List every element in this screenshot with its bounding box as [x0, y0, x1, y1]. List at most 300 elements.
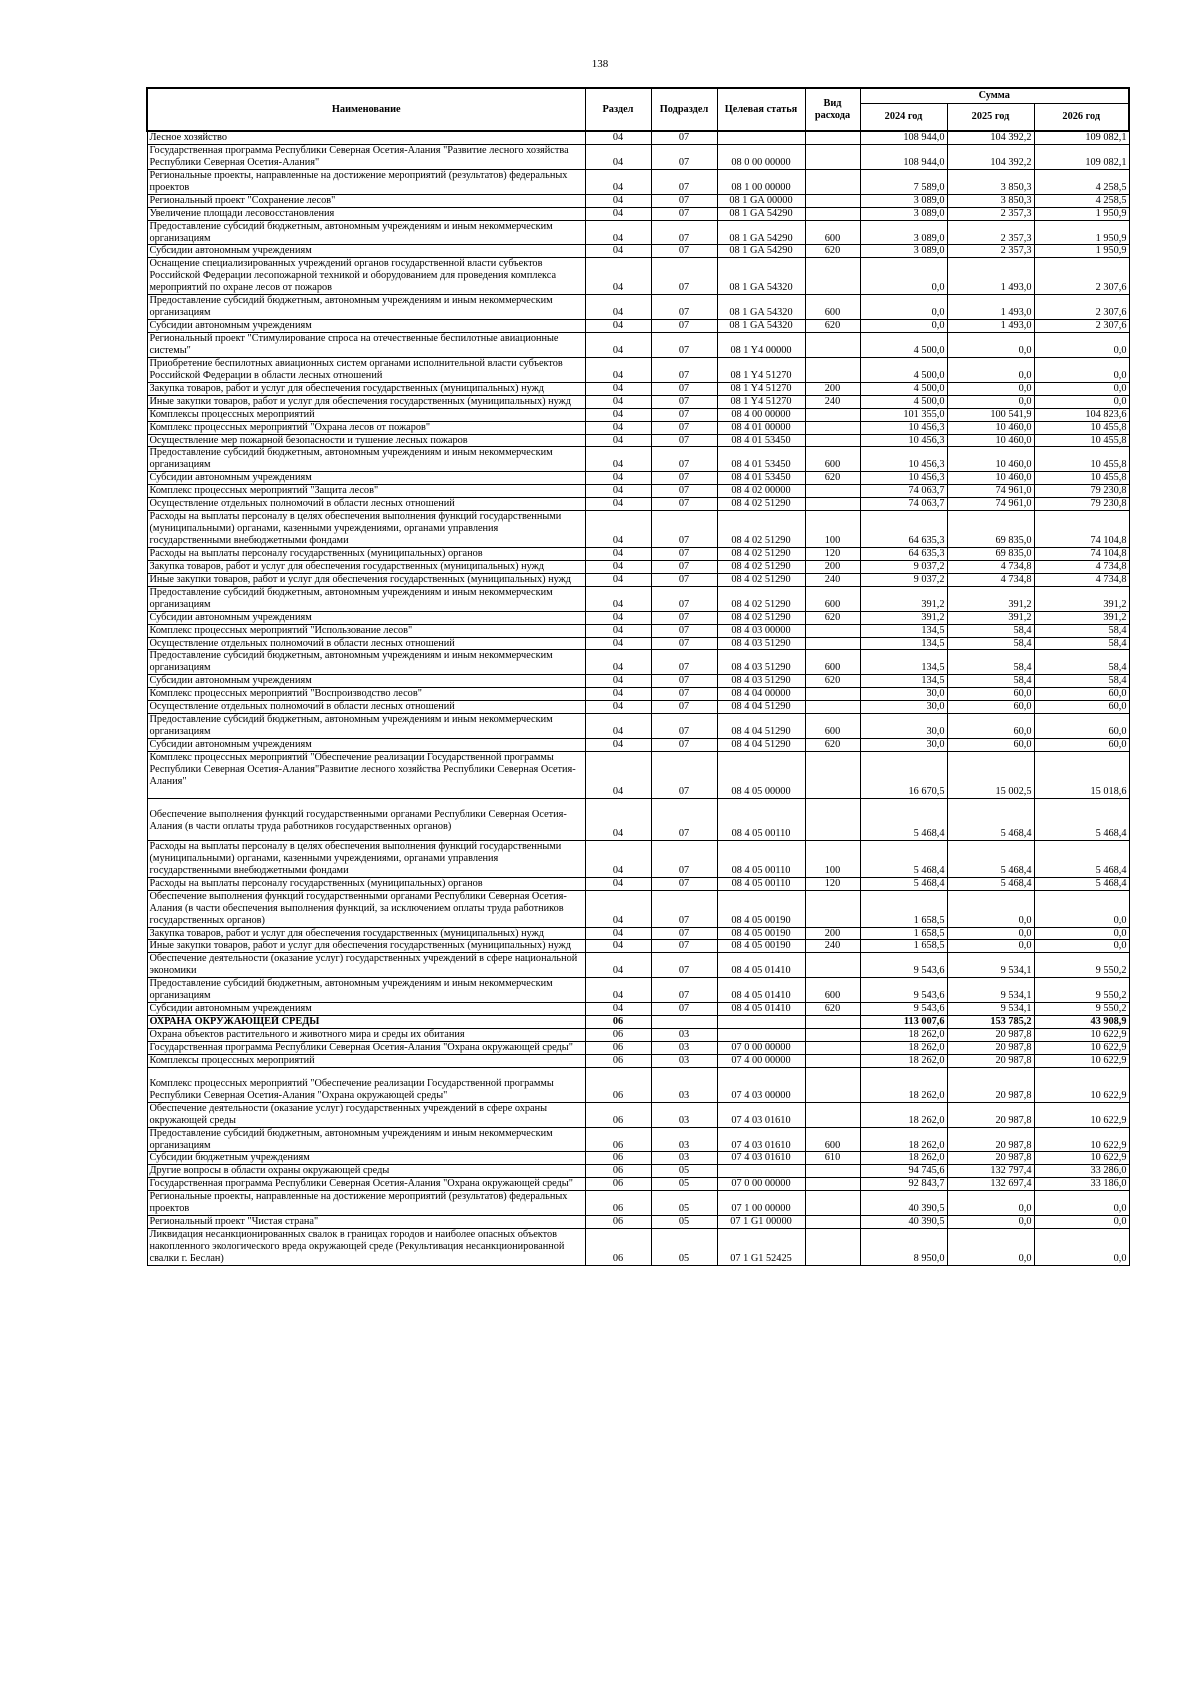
cell-2024: 5 468,4 [860, 877, 947, 890]
table-row [147, 1178, 1129, 1191]
cell-2024: 10 456,3 [860, 421, 947, 434]
table-row [147, 560, 1129, 573]
cell-name: Региональные проекты, направленные на достижение мероприятий (результатов) федеральных проектов [147, 1191, 585, 1216]
cell-subsection: 07 [651, 447, 717, 472]
cell-subsection: 07 [651, 320, 717, 333]
cell-2024: 134,5 [860, 675, 947, 688]
header-2026: 2026 год [1034, 104, 1129, 132]
cell-target: 08 4 04 51290 [717, 714, 805, 739]
cell-section: 06 [585, 1229, 651, 1266]
cell-section: 06 [585, 1152, 651, 1165]
cell-2024: 101 355,0 [860, 408, 947, 421]
cell-target: 08 4 01 53450 [717, 472, 805, 485]
cell-type: 600 [805, 650, 860, 675]
cell-type [805, 131, 860, 144]
table-row [147, 701, 1129, 714]
cell-name: Субсидии автономным учреждениям [147, 675, 585, 688]
cell-2024: 18 262,0 [860, 1041, 947, 1054]
cell-2024: 18 262,0 [860, 1054, 947, 1067]
table-row [147, 1102, 1129, 1127]
cell-target [717, 1165, 805, 1178]
table-row [147, 940, 1129, 953]
cell-subsection: 03 [651, 1067, 717, 1102]
cell-2025: 2 357,3 [947, 245, 1034, 258]
cell-target: 08 4 01 00000 [717, 421, 805, 434]
cell-target [717, 1029, 805, 1042]
cell-subsection: 05 [651, 1191, 717, 1216]
cell-target: 07 4 03 01610 [717, 1152, 805, 1165]
cell-type [805, 485, 860, 498]
cell-2026: 0,0 [1034, 1229, 1129, 1266]
cell-2026: 74 104,8 [1034, 511, 1129, 548]
table-row [147, 978, 1129, 1003]
cell-target: 08 4 05 01410 [717, 1003, 805, 1016]
cell-section: 04 [585, 624, 651, 637]
cell-section: 04 [585, 220, 651, 245]
cell-name: Расходы на выплаты персоналу в целях обеспечения выполнения функций государственными (муниципальными) органами, казенными учреждениями, органами управления государственными внебюджетными фондами [147, 840, 585, 877]
cell-2025: 1 493,0 [947, 258, 1034, 295]
cell-2024: 16 670,5 [860, 751, 947, 798]
cell-section: 06 [585, 1102, 651, 1127]
cell-2024: 9 037,2 [860, 573, 947, 586]
table-row [147, 382, 1129, 395]
cell-2026: 1 950,9 [1034, 220, 1129, 245]
table-row [147, 245, 1129, 258]
cell-2026: 60,0 [1034, 688, 1129, 701]
header-target: Целевая статья [717, 88, 805, 131]
cell-2025: 0,0 [947, 940, 1034, 953]
cell-subsection: 07 [651, 675, 717, 688]
cell-2024: 1 658,5 [860, 940, 947, 953]
cell-2026: 0,0 [1034, 927, 1129, 940]
cell-name: Расходы на выплаты персоналу государственных (муниципальных) органов [147, 547, 585, 560]
cell-2026: 0,0 [1034, 1191, 1129, 1216]
cell-subsection: 07 [651, 498, 717, 511]
cell-section: 04 [585, 688, 651, 701]
cell-2024: 40 390,5 [860, 1216, 947, 1229]
cell-2024: 0,0 [860, 320, 947, 333]
header-name: Наименование [147, 88, 585, 131]
cell-2025: 20 987,8 [947, 1152, 1034, 1165]
cell-2024: 391,2 [860, 611, 947, 624]
cell-section: 04 [585, 940, 651, 953]
table-row [147, 637, 1129, 650]
cell-subsection: 03 [651, 1102, 717, 1127]
cell-2025: 132 697,4 [947, 1178, 1034, 1191]
cell-section: 04 [585, 611, 651, 624]
cell-target: 08 4 05 00190 [717, 890, 805, 927]
cell-2024: 5 468,4 [860, 840, 947, 877]
cell-section: 04 [585, 714, 651, 739]
cell-name: Охрана объектов растительного и животного мира и среды их обитания [147, 1029, 585, 1042]
cell-subsection: 07 [651, 547, 717, 560]
table-row [147, 1041, 1129, 1054]
table-row [147, 169, 1129, 194]
table-header [147, 88, 1129, 131]
cell-2024: 18 262,0 [860, 1029, 947, 1042]
cell-subsection: 07 [651, 395, 717, 408]
cell-section: 04 [585, 408, 651, 421]
cell-2025: 1 493,0 [947, 320, 1034, 333]
cell-2024: 74 063,7 [860, 485, 947, 498]
cell-section: 04 [585, 382, 651, 395]
cell-target: 08 1 Y4 00000 [717, 333, 805, 358]
cell-target: 07 1 G1 52425 [717, 1229, 805, 1266]
cell-type [805, 701, 860, 714]
cell-type [805, 1102, 860, 1127]
cell-target: 08 4 02 51290 [717, 611, 805, 624]
cell-section: 04 [585, 144, 651, 169]
cell-section: 04 [585, 637, 651, 650]
cell-subsection: 03 [651, 1054, 717, 1067]
cell-subsection: 05 [651, 1216, 717, 1229]
cell-2025: 58,4 [947, 650, 1034, 675]
cell-2024: 4 500,0 [860, 382, 947, 395]
cell-target: 08 4 03 51290 [717, 650, 805, 675]
cell-subsection: 07 [651, 1003, 717, 1016]
cell-section: 04 [585, 207, 651, 220]
cell-type: 240 [805, 573, 860, 586]
cell-name: Предоставление субсидий бюджетным, автономным учреждениям и иным некоммерческим организациям [147, 220, 585, 245]
table-row [147, 1229, 1129, 1266]
cell-name: ОХРАНА ОКРУЖАЮЩЕЙ СРЕДЫ [147, 1016, 585, 1029]
cell-2024: 108 944,0 [860, 131, 947, 144]
cell-name: Обеспечение деятельности (оказание услуг) государственных учреждений в сфере охраны окружающей среды [147, 1102, 585, 1127]
budget-table [146, 87, 1130, 1266]
cell-2025: 10 460,0 [947, 421, 1034, 434]
cell-2024: 30,0 [860, 739, 947, 752]
table-row [147, 840, 1129, 877]
cell-2025: 0,0 [947, 1229, 1034, 1266]
cell-2025: 132 797,4 [947, 1165, 1034, 1178]
cell-subsection: 07 [651, 357, 717, 382]
cell-section: 06 [585, 1054, 651, 1067]
cell-subsection: 07 [651, 927, 717, 940]
cell-section: 04 [585, 1003, 651, 1016]
cell-subsection: 07 [651, 194, 717, 207]
cell-2026: 10 455,8 [1034, 434, 1129, 447]
cell-type: 600 [805, 714, 860, 739]
cell-target: 08 0 00 00000 [717, 144, 805, 169]
table-row [147, 421, 1129, 434]
cell-type: 600 [805, 978, 860, 1003]
cell-name: Субсидии автономным учреждениям [147, 245, 585, 258]
cell-target: 07 4 03 01610 [717, 1102, 805, 1127]
cell-name: Иные закупки товаров, работ и услуг для обеспечения государственных (муниципальных) нужд [147, 573, 585, 586]
table-row [147, 877, 1129, 890]
cell-2026: 10 622,9 [1034, 1152, 1129, 1165]
cell-type [805, 1041, 860, 1054]
cell-subsection: 05 [651, 1165, 717, 1178]
cell-section: 04 [585, 927, 651, 940]
cell-name: Субсидии автономным учреждениям [147, 739, 585, 752]
cell-2026: 4 258,5 [1034, 169, 1129, 194]
cell-type: 600 [805, 586, 860, 611]
cell-section: 04 [585, 333, 651, 358]
cell-2025: 20 987,8 [947, 1029, 1034, 1042]
cell-2025: 60,0 [947, 714, 1034, 739]
table-row [147, 220, 1129, 245]
table-row [147, 688, 1129, 701]
cell-2026: 60,0 [1034, 739, 1129, 752]
cell-2026: 10 622,9 [1034, 1067, 1129, 1102]
cell-section: 04 [585, 798, 651, 840]
cell-target: 07 1 G1 00000 [717, 1216, 805, 1229]
cell-2026: 10 455,8 [1034, 421, 1129, 434]
cell-2025: 60,0 [947, 701, 1034, 714]
cell-target: 08 4 04 00000 [717, 688, 805, 701]
cell-target: 08 4 05 00110 [717, 877, 805, 890]
cell-2024: 1 658,5 [860, 927, 947, 940]
cell-2025: 1 493,0 [947, 295, 1034, 320]
cell-target: 08 4 03 51290 [717, 637, 805, 650]
cell-subsection: 07 [651, 408, 717, 421]
cell-subsection: 07 [651, 333, 717, 358]
cell-2024: 10 456,3 [860, 472, 947, 485]
cell-name: Региональный проект "Чистая страна" [147, 1216, 585, 1229]
cell-name: Комплексы процессных мероприятий [147, 408, 585, 421]
cell-2026: 0,0 [1034, 1216, 1129, 1229]
cell-section: 04 [585, 840, 651, 877]
cell-type [805, 637, 860, 650]
cell-target: 08 4 05 00190 [717, 927, 805, 940]
cell-target: 08 4 01 53450 [717, 434, 805, 447]
cell-name: Увеличение площади лесовосстановления [147, 207, 585, 220]
cell-name: Комплекс процессных мероприятий "Воспроизводство лесов" [147, 688, 585, 701]
cell-section: 04 [585, 953, 651, 978]
cell-2026: 2 307,6 [1034, 258, 1129, 295]
cell-type: 600 [805, 1127, 860, 1152]
cell-2025: 2 357,3 [947, 207, 1034, 220]
cell-section: 04 [585, 485, 651, 498]
cell-2026: 4 258,5 [1034, 194, 1129, 207]
cell-subsection: 07 [651, 560, 717, 573]
cell-2024: 94 745,6 [860, 1165, 947, 1178]
cell-target: 08 4 05 00000 [717, 751, 805, 798]
cell-subsection: 07 [651, 169, 717, 194]
cell-subsection: 07 [651, 207, 717, 220]
cell-target: 08 1 GA 54320 [717, 320, 805, 333]
cell-subsection: 07 [651, 472, 717, 485]
cell-2026: 4 734,8 [1034, 573, 1129, 586]
table-row [147, 1029, 1129, 1042]
cell-type: 620 [805, 675, 860, 688]
table-row [147, 1003, 1129, 1016]
cell-2026: 43 908,9 [1034, 1016, 1129, 1029]
cell-name: Комплекс процессных мероприятий "Обеспечение реализации Государственной программы Республики Северная Осетия-Алания"Развитие лесного хозяйства Республики Северная Осетия-Алания" [147, 751, 585, 798]
cell-2026: 10 622,9 [1034, 1102, 1129, 1127]
cell-2026: 10 622,9 [1034, 1041, 1129, 1054]
cell-type: 100 [805, 840, 860, 877]
cell-2024: 134,5 [860, 650, 947, 675]
cell-target: 08 1 Y4 51270 [717, 357, 805, 382]
cell-target: 08 1 GA 54290 [717, 245, 805, 258]
cell-type: 200 [805, 560, 860, 573]
cell-2026: 1 950,9 [1034, 245, 1129, 258]
table-row [147, 547, 1129, 560]
cell-type [805, 1016, 860, 1029]
cell-2024: 18 262,0 [860, 1067, 947, 1102]
cell-target: 08 4 04 51290 [717, 701, 805, 714]
table-row [147, 498, 1129, 511]
cell-target: 08 1 Y4 51270 [717, 395, 805, 408]
cell-2026: 104 823,6 [1034, 408, 1129, 421]
cell-subsection: 07 [651, 421, 717, 434]
table-row [147, 295, 1129, 320]
cell-subsection: 07 [651, 611, 717, 624]
cell-2025: 20 987,8 [947, 1067, 1034, 1102]
header-type: Вид расхода [805, 88, 860, 131]
cell-subsection: 05 [651, 1178, 717, 1191]
cell-section: 04 [585, 295, 651, 320]
cell-name: Закупка товаров, работ и услуг для обеспечения государственных (муниципальных) нужд [147, 560, 585, 573]
cell-subsection: 07 [651, 978, 717, 1003]
cell-type [805, 1178, 860, 1191]
cell-section: 06 [585, 1127, 651, 1152]
cell-section: 04 [585, 877, 651, 890]
cell-section: 04 [585, 751, 651, 798]
cell-type: 600 [805, 447, 860, 472]
cell-type [805, 421, 860, 434]
cell-subsection: 07 [651, 485, 717, 498]
cell-name: Государственная программа Республики Северная Осетия-Алания "Развитие лесного хозяйства Республики Северная Осетия-Алания" [147, 144, 585, 169]
cell-2024: 18 262,0 [860, 1152, 947, 1165]
table-row [147, 472, 1129, 485]
cell-target: 08 4 05 00110 [717, 798, 805, 840]
table-row [147, 650, 1129, 675]
cell-section: 04 [585, 560, 651, 573]
cell-type [805, 194, 860, 207]
table-row [147, 1191, 1129, 1216]
cell-2025: 74 961,0 [947, 498, 1034, 511]
table-row [147, 611, 1129, 624]
cell-section: 06 [585, 1016, 651, 1029]
cell-target: 08 4 00 00000 [717, 408, 805, 421]
cell-type: 200 [805, 927, 860, 940]
cell-2026: 10 622,9 [1034, 1054, 1129, 1067]
cell-2025: 58,4 [947, 624, 1034, 637]
cell-2024: 30,0 [860, 714, 947, 739]
cell-2025: 3 850,3 [947, 194, 1034, 207]
cell-target: 08 4 05 01410 [717, 978, 805, 1003]
cell-section: 04 [585, 320, 651, 333]
cell-type: 120 [805, 877, 860, 890]
cell-section: 04 [585, 573, 651, 586]
cell-2025: 9 534,1 [947, 1003, 1034, 1016]
table-row [147, 258, 1129, 295]
table-row [147, 953, 1129, 978]
cell-subsection: 07 [651, 220, 717, 245]
cell-subsection: 07 [651, 144, 717, 169]
cell-2026: 58,4 [1034, 650, 1129, 675]
cell-type [805, 1229, 860, 1266]
cell-2024: 92 843,7 [860, 1178, 947, 1191]
cell-subsection: 07 [651, 890, 717, 927]
cell-2025: 0,0 [947, 1191, 1034, 1216]
cell-2026: 15 018,6 [1034, 751, 1129, 798]
cell-2025: 0,0 [947, 1216, 1034, 1229]
cell-2025: 104 392,2 [947, 131, 1034, 144]
table-row [147, 714, 1129, 739]
cell-type: 100 [805, 511, 860, 548]
cell-section: 04 [585, 701, 651, 714]
cell-name: Осуществление отдельных полномочий в области лесных отношений [147, 701, 585, 714]
cell-name: Закупка товаров, работ и услуг для обеспечения государственных (муниципальных) нужд [147, 382, 585, 395]
cell-2026: 2 307,6 [1034, 295, 1129, 320]
cell-type [805, 434, 860, 447]
cell-2024: 74 063,7 [860, 498, 947, 511]
cell-2025: 10 460,0 [947, 447, 1034, 472]
cell-2024: 4 500,0 [860, 395, 947, 408]
cell-target: 07 4 03 01610 [717, 1127, 805, 1152]
cell-target: 08 4 02 51290 [717, 573, 805, 586]
cell-subsection: 07 [651, 586, 717, 611]
cell-2025: 2 357,3 [947, 220, 1034, 245]
cell-name: Предоставление субсидий бюджетным, автономным учреждениям и иным некоммерческим организациям [147, 447, 585, 472]
cell-2025: 69 835,0 [947, 511, 1034, 548]
table-row [147, 1216, 1129, 1229]
cell-subsection: 07 [651, 798, 717, 840]
cell-2026: 109 082,1 [1034, 144, 1129, 169]
cell-name: Предоставление субсидий бюджетным, автономным учреждениям и иным некоммерческим организациям [147, 295, 585, 320]
cell-subsection: 07 [651, 637, 717, 650]
cell-section: 04 [585, 258, 651, 295]
cell-2026: 79 230,8 [1034, 498, 1129, 511]
table-row [147, 675, 1129, 688]
cell-2026: 0,0 [1034, 357, 1129, 382]
cell-name: Предоставление субсидий бюджетным, автономным учреждениям и иным некоммерческим организациям [147, 650, 585, 675]
cell-type [805, 144, 860, 169]
cell-type: 240 [805, 940, 860, 953]
table-row [147, 333, 1129, 358]
cell-type [805, 333, 860, 358]
cell-type [805, 357, 860, 382]
cell-2026: 74 104,8 [1034, 547, 1129, 560]
table-row [147, 751, 1129, 798]
cell-name: Комплекс процессных мероприятий "Охрана лесов от пожаров" [147, 421, 585, 434]
cell-2025: 15 002,5 [947, 751, 1034, 798]
cell-2026: 4 734,8 [1034, 560, 1129, 573]
cell-2024: 9 543,6 [860, 1003, 947, 1016]
cell-2025: 60,0 [947, 688, 1034, 701]
cell-section: 04 [585, 472, 651, 485]
cell-2026: 391,2 [1034, 611, 1129, 624]
table-row [147, 320, 1129, 333]
table-row [147, 624, 1129, 637]
cell-section: 04 [585, 650, 651, 675]
cell-2024: 3 089,0 [860, 194, 947, 207]
cell-target: 08 1 Y4 51270 [717, 382, 805, 395]
cell-name: Обеспечение выполнения функций государственными органами Республики Северная Осетия-Алания (в части оплаты труда работников государственных органов) [147, 798, 585, 840]
cell-subsection: 07 [651, 739, 717, 752]
cell-target: 08 1 GA 54290 [717, 220, 805, 245]
cell-target [717, 131, 805, 144]
cell-2024: 7 589,0 [860, 169, 947, 194]
table-row [147, 434, 1129, 447]
cell-2024: 64 635,3 [860, 511, 947, 548]
cell-section: 04 [585, 395, 651, 408]
cell-2026: 2 307,6 [1034, 320, 1129, 333]
table-row [147, 890, 1129, 927]
cell-2025: 20 987,8 [947, 1041, 1034, 1054]
cell-subsection [651, 1016, 717, 1029]
cell-section: 04 [585, 169, 651, 194]
cell-2026: 5 468,4 [1034, 877, 1129, 890]
cell-2025: 20 987,8 [947, 1102, 1034, 1127]
cell-type: 120 [805, 547, 860, 560]
cell-type: 620 [805, 245, 860, 258]
table-row [147, 573, 1129, 586]
